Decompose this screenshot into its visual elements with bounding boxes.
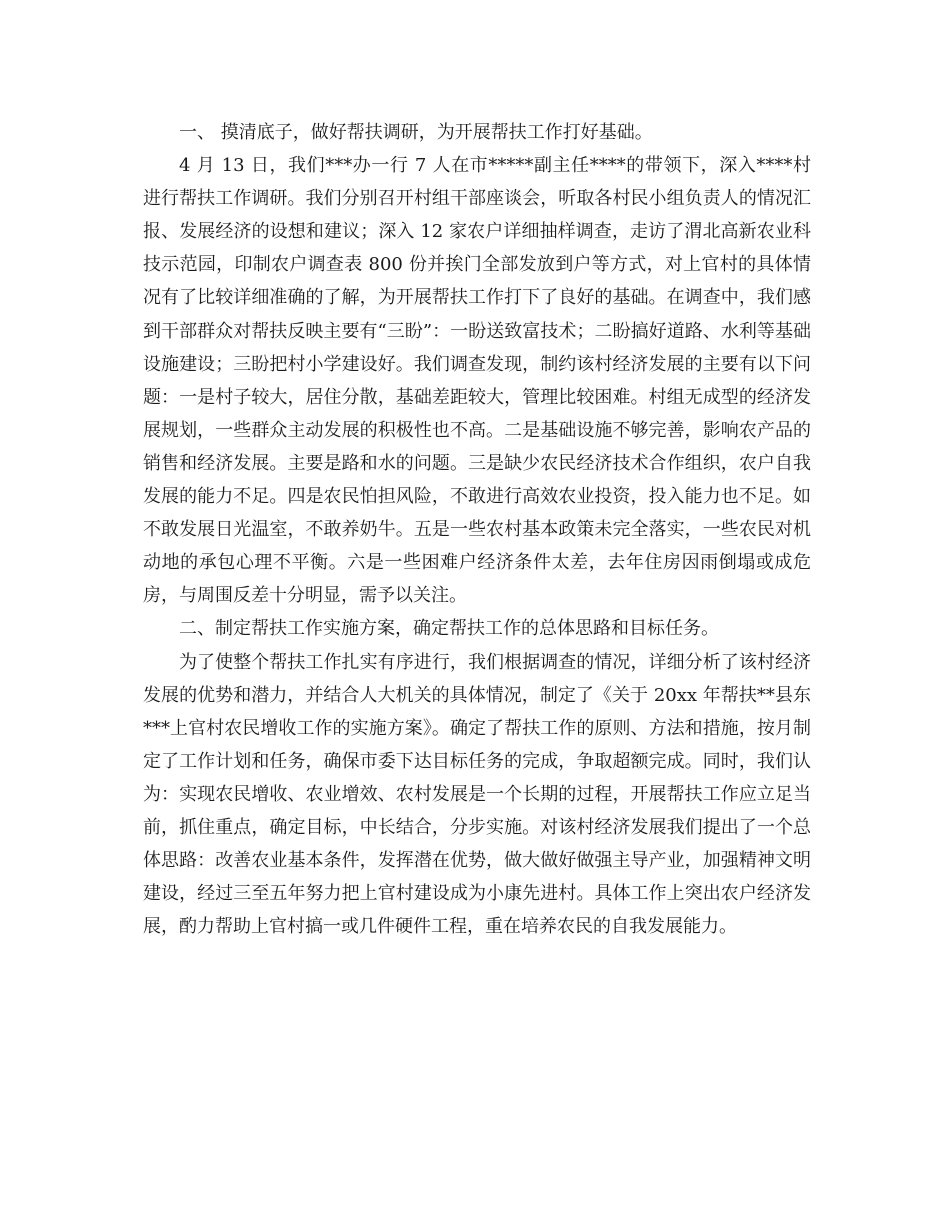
document-body bbox=[143, 116, 811, 943]
section-paragraph-1: 4 月 13 日，我们***办一行 7 人在市*****副主任****的带领下，深入****村进行帮扶工作调研。我们分别召开村组干部座谈会，听取各村民小组负责人的情况汇报、发展经济的设想和建议；深入 12 家农户详细抽样调查，走访了渭北高新农业科技示范园，印制农户调查表 800 份并挨门全部发放到户等方式，对上官村的具体情况有了比较详细准确的了解，为开展帮扶工作打下了良好的基础。在调查中，我们感到干部群众对帮扶反映主要有“三盼”：一盼送致富技术；二盼搞好道路、水利等基础设施建设；三盼把村小学建设好。我们调查发现，制约该村经济发展的主要有以下问题：一是村子较大，居住分散，基础差距较大，管理比较困难。村组无成型的经济发展规划，一些群众主动发展的积极性也不高。二是基础设施不够完善，影响农产品的销售和经济发展。主要是路和水的问题。三是缺少农民经济技术合作组织，农户自我发展的能力不足。四是农民怕担风险，不敢进行高效农业投资，投入能力也不足。如不敢发展日光温室，不敢养奶牛。五是一些农村基本政策未完全落实，一些农民对机动地的承包心理不平衡。六是一些困难户经济条件太差，去年住房因雨倒塌或成危房，与周围反差十分明显，需予以关注。 bbox=[143, 155, 811, 607]
section-heading-2: 二、制定帮扶工作实施方案，确定帮扶工作的总体思路和目标任务。 bbox=[179, 618, 719, 640]
section-paragraph-2: 为了使整个帮扶工作扎实有序进行，我们根据调查的情况，详细分析了该村经济发展的优势和潜力，并结合人大机关的具体情况，制定了《关于 20xx 年帮扶**县东***上官村农民增收工作的实施方案》。确定了帮扶工作的原则、方法和措施，按月制定了工作计划和任务，确保市委下达目标任务的完成，争取超额完成。同时，我们认为：实现农民增收、农业增效、农村发展是一个长期的过程，开展帮扶工作应立足当前，抓住重点，确定目标，中长结合，分步实施。对该村经济发展我们提出了一个总体思路：改善农业基本条件，发挥潜在优势，做大做好做强主导产业，加强精神文明建设，经过三至五年努力把上官村建设成为小康先进村。具体工作上突出农户经济发展，酌力帮助上官村搞一或几件硬件工程，重在培养农民的自我发展能力。 bbox=[143, 651, 811, 938]
section-heading-1: 一、 摸清底子，做好帮扶调研，为开展帮扶工作打好基础。 bbox=[179, 122, 653, 143]
